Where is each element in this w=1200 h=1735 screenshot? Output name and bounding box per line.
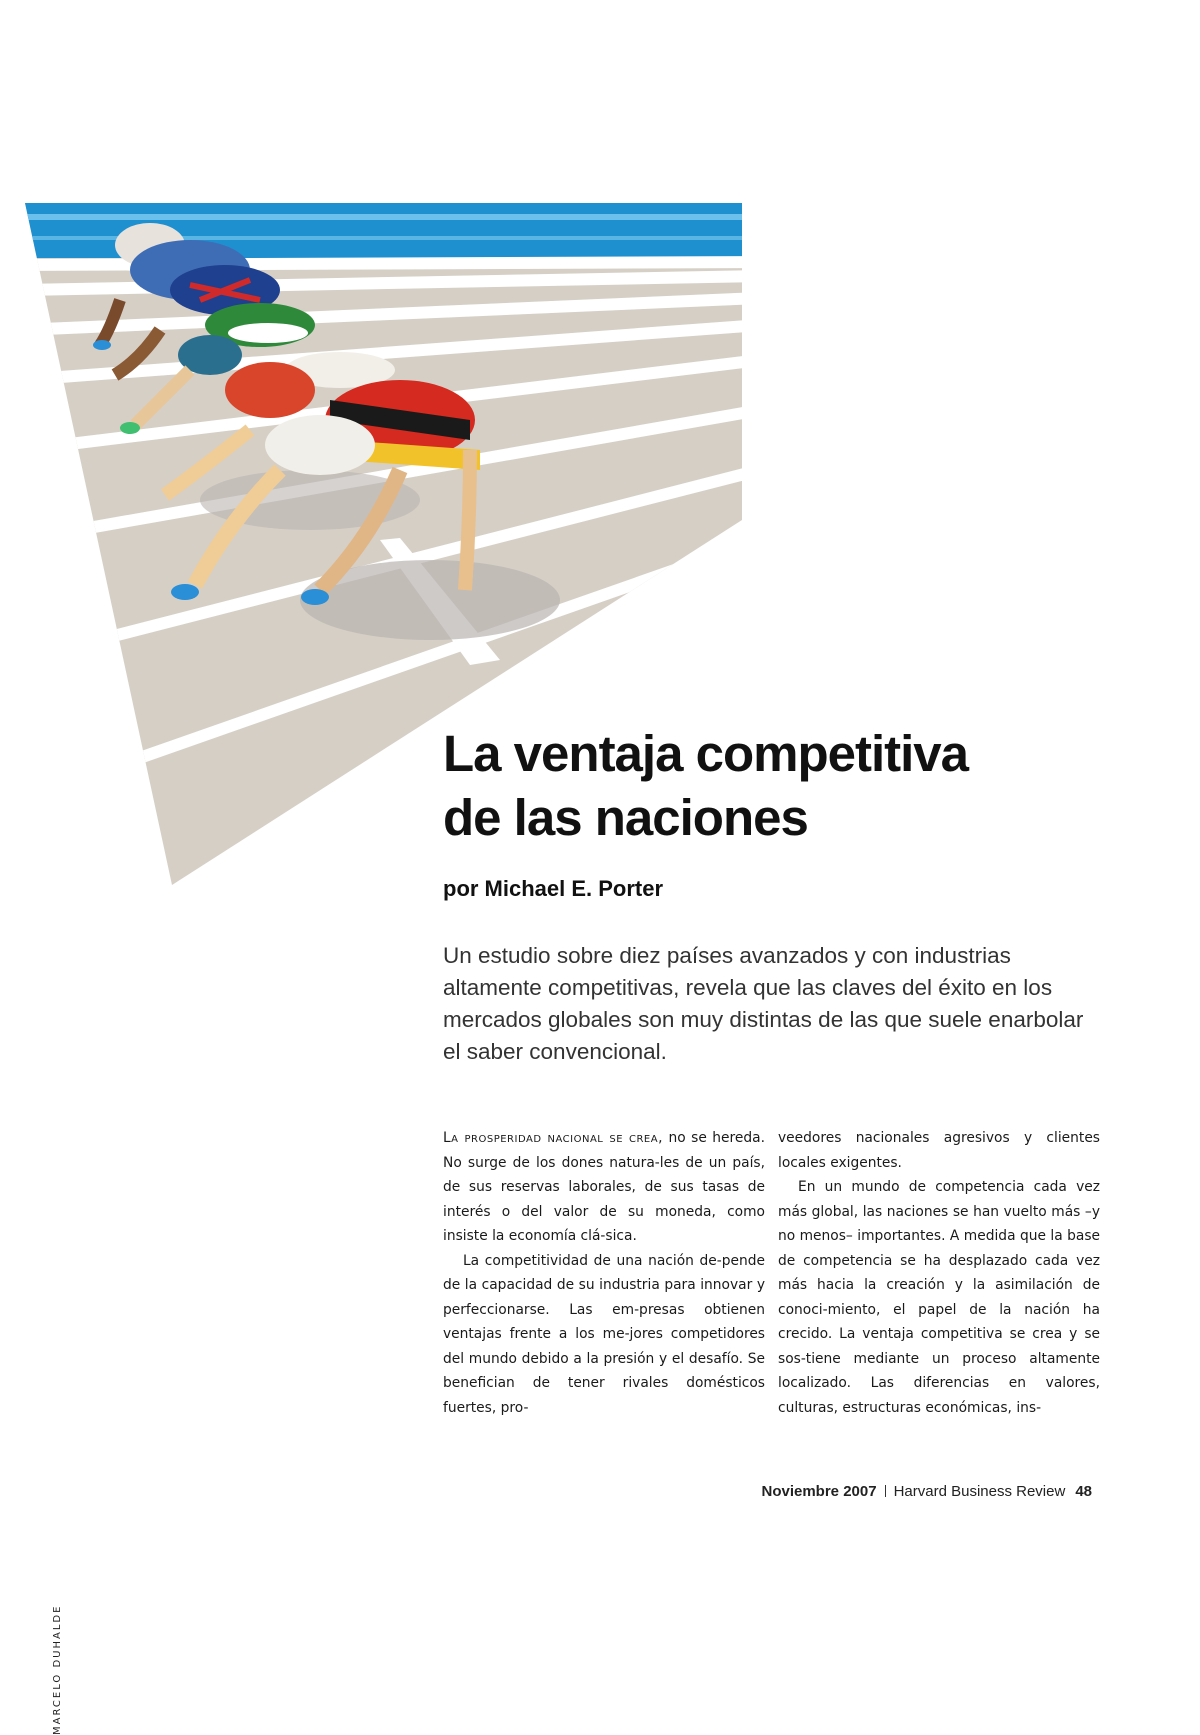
page-footer (762, 1483, 1093, 1500)
footer-date: Noviembre 2007 (761, 1483, 877, 1500)
footer-separator (885, 1485, 886, 1497)
body-paragraph: En un mundo de competencia cada vez más global, las naciones se han vuelto más –y no menos– importantes. A medida que la base de competencia se ha desplazado cada vez más hacia la creación y la asimilación de conoci-miento, el papel de la nación ha crecido. La ventaja competitiva se crea y se sos-tiene mediante un proceso altamente localizado. Las diferencias en valores, culturas, estructuras económicas, ins- (778, 1179, 1100, 1416)
article-title (443, 722, 1143, 850)
body-column-2 (778, 1126, 1100, 1420)
lead-in: La prosperidad nacional se crea, (443, 1130, 663, 1146)
body-paragraph (443, 1126, 765, 1249)
body-paragraph: La competitividad de una nación de-pende de la capacidad de su industria para innovar y perfeccionarse. Las em-presas obtienen ventajas frente a los me-jores competidores del mundo debido a la presión y el desafío. Se benefician de tener rivales domésticos fuertes, pro- (443, 1252, 765, 1416)
article-dek: Un estudio sobre diez países avanzados y con industrias altamente competitivas, revela que las claves del éxito en los mercados globales son muy distintas de las que suele enarbolar el saber convencional. (443, 943, 1084, 1064)
footer-publication: Harvard Business Review (893, 1483, 1066, 1500)
paragraph-text: no se hereda. No surge de los dones natura-les de un país, de sus reservas laborales, de sus tasas de interés o del valor de su moneda, como insiste la economía clá-sica. (443, 1130, 765, 1244)
page-number: 48 (1075, 1483, 1092, 1500)
photo-credit-text: MARCELO DUHALDE (52, 1604, 63, 1735)
title-line-2: de las naciones (443, 789, 808, 846)
body-column-1 (443, 1126, 765, 1420)
byline: por Michael E. Porter (443, 876, 664, 901)
title-line-1: La ventaja competitiva (443, 725, 969, 782)
body-paragraph: veedores nacionales agresivos y clientes locales exigentes. (778, 1130, 1100, 1171)
photo-credit (52, 1604, 462, 1735)
